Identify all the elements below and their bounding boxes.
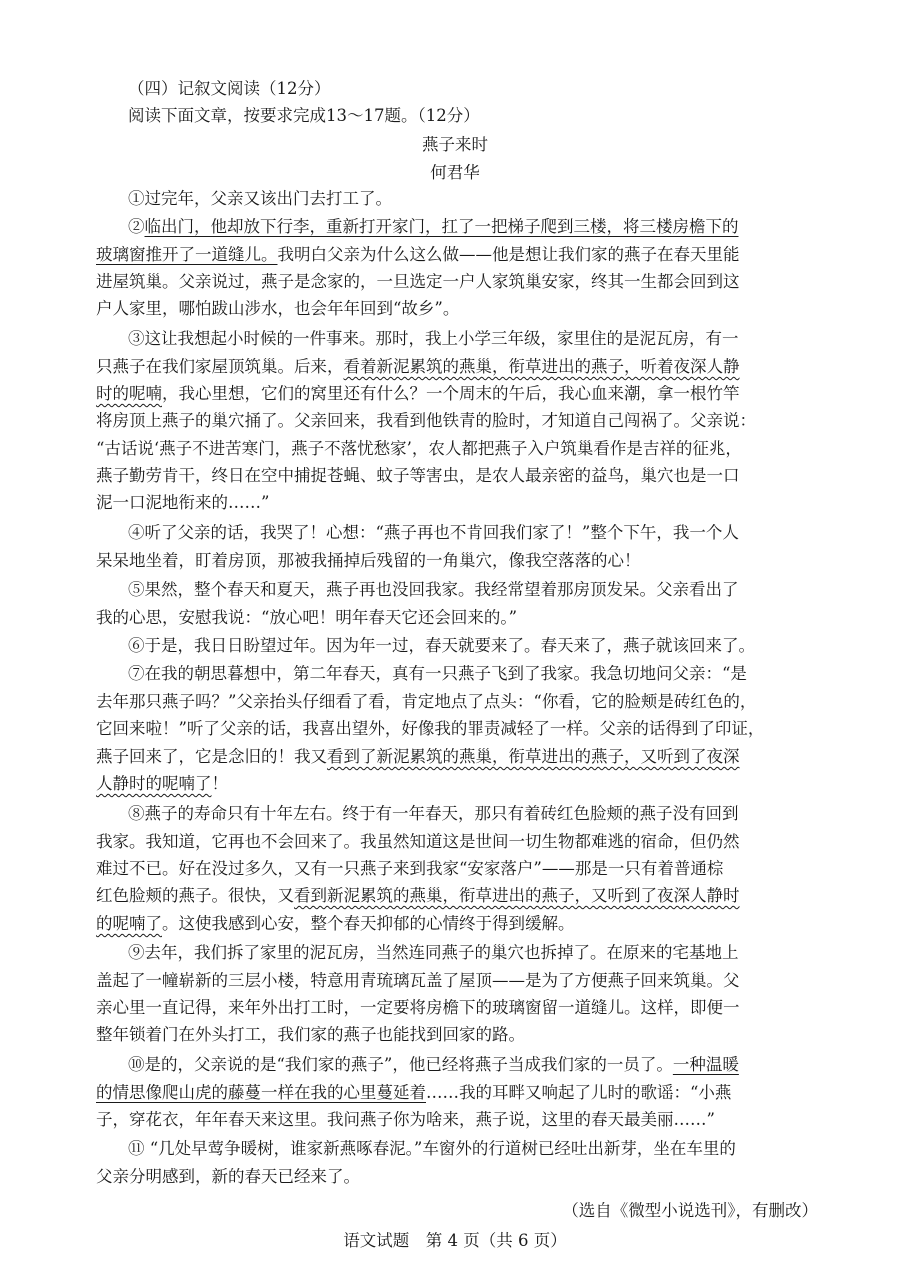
underlined-sentence-2: 临出门，他却放下行李，重新打开家门，扛了一把梯子爬到三楼，将三楼房檐下的 [144,217,739,236]
paragraph-4-line-2: 呆呆地坐着，盯着房顶，那被我捅掉后残留的一角巢穴，像我空落落的心！ [96,551,641,570]
paragraph-2-line-2: 玻璃窗推开了一道缝儿。我明白父亲为什么这么做——他是想让我们家的燕子在春天里能 [96,245,740,264]
paragraph-11-line-2: 父亲分明感到，新的春天已经来了。 [96,1167,360,1186]
section-heading: （四）记叙文阅读（12分） [128,79,331,98]
article-author: 何君华 [430,163,480,182]
paragraph-3-line-3: 时的呢喃，我心里想，它们的窝里还有什么？一个周末的午后，我心血来潮，拿一根竹竿 [96,384,740,403]
paragraph-6: ⑥于是，我日日盼望过年。因为年一过，春天就要来了。春天来了，燕子就该回来了。 [128,636,755,655]
wavy-phrase-7-cont: 人静时的呢喃了 [96,774,212,793]
paragraph-2-line-4: 户人家里，哪怕跋山涉水，也会年年回到“故乡”。 [96,299,460,318]
wavy-phrase-3-cont: 时的呢喃 [96,384,162,403]
paragraph-4-line-1: ④听了父亲的话，我哭了！心想：“燕子再也不肯回我们家了！”整个下午，我一个人 [128,523,739,542]
paragraph-7-line-3: 它回来啦！”听了父亲的话，我喜出望外，好像我的罪责减轻了一样。父亲的话得到了印证， [96,719,765,738]
paragraph-8-line-5: 的呢喃了。这使我感到心安，整个春天抑郁的心情终于得到缓解。 [96,914,575,933]
wavy-phrase-7: 看到了新泥累筑的燕巢，衔草进出的燕子，又听到了夜深 [327,747,740,766]
paragraph-5-line-2: 我的心思，安慰我说：“放心吧！明年春天它还会回来的。” [96,608,518,627]
paragraph-9-line-1: ⑨去年，我们拆了家里的泥瓦房，当然连同燕子的巢穴也拆掉了。在原来的宅基地上 [128,943,739,962]
underlined-sentence-10-cont: 的情思像爬山虎的藤蔓一样在我的心里蔓延着 [96,1083,426,1102]
underlined-sentence-10: 一种温暖 [672,1055,739,1074]
paragraph-7-line-4: 燕子回来了，它是念旧的！我又看到了新泥累筑的燕巢，衔草进出的燕子，又听到了夜深 [96,747,740,766]
paragraph-10-line-2: 的情思像爬山虎的藤蔓一样在我的心里蔓延着……我的耳畔又响起了儿时的歌谣：“小燕 [96,1083,732,1102]
paragraph-2-line-1: ②临出门，他却放下行李，重新打开家门，扛了一把梯子爬到三楼，将三楼房檐下的 [128,217,739,236]
article-title: 燕子来时 [422,135,488,154]
paragraph-3-line-5: “古话说‘燕子不进苦寒门，燕子不落忧愁家’，农人都把燕子入户筑巢看作是吉祥的征兆， [96,439,742,458]
paragraph-8-line-2: 我家。我知道，它再也不会回来了。我虽然知道这是世间一切生物都难逃的宿命，但仍然 [96,832,740,851]
page-footer: 语文试题 第 4 页（共 6 页） [343,1231,567,1250]
paragraph-9-line-4: 整年锁着门在外头打工，我们家的燕子也能找到回家的路。 [96,1025,525,1044]
paragraph-9-line-2: 盖起了一幢崭新的三层小楼，特意用青琉璃瓦盖了屋顶——是为了方便燕子回来筑巢。父 [96,971,740,990]
paragraph-7-line-5: 人静时的呢喃了！ [96,774,228,793]
paragraph-3-line-6: 燕子勤劳肯干，终日在空中捕捉苍蝇、蚊子等害虫，是农人最亲密的益鸟，巢穴也是一口 [96,466,740,485]
wavy-phrase-8-cont: 的呢喃了 [96,914,162,933]
wavy-phrase-8: 看到新泥累筑的燕巢，衔草进出的燕子，又听到了夜深人静时 [294,886,740,905]
paragraph-8-line-3: 难过不已。好在没过多久，又有一只燕子来到我家“安家落户”——那是一只有着普通棕 [96,859,724,878]
paragraph-10-line-1: ⑩是的，父亲说的是“我们家的燕子”，他已经将燕子当成我们家的一员了。一种温暖 [128,1055,739,1074]
paragraph-7-line-1: ⑦在我的朝思暮想中，第二年春天，真有一只燕子飞到了我家。我急切地问父亲：“是 [128,664,747,683]
article-source: （选自《微型小说选刊》，有删改） [562,1201,818,1220]
paragraph-7-line-2: 去年那只燕子吗？”父亲抬头仔细看了看，肯定地点了点头：“你看，它的脸颊是砖红色的， [96,692,757,711]
paragraph-3-line-2: 只燕子在我们家屋顶筑巢。后来，看着新泥累筑的燕巢，衔草进出的燕子，听着夜深人静 [96,357,740,376]
wavy-phrase-3: 看着新泥累筑的燕巢，衔草进出的燕子，听着夜深人静 [343,357,740,376]
paragraph-3-line-1: ③这让我想起小时候的一件事来。那时，我上小学三年级，家里住的是泥瓦房，有一 [128,329,739,348]
paragraph-9-line-3: 亲心里一直记得，来年外出打工时，一定要将房檐下的玻璃窗留一道缝儿。这样，即便一 [96,998,740,1017]
paragraph-8-line-4: 红色脸颊的燕子。很快，又看到新泥累筑的燕巢，衔草进出的燕子，又听到了夜深人静时 [96,886,740,905]
instruction: 阅读下面文章，按要求完成13～17题。（12分） [128,106,480,125]
paragraph-1: ①过完年，父亲又该出门去打工了。 [128,189,392,208]
paragraph-3-line-7: 泥一口泥地衔来的……” [96,493,270,512]
paragraph-5-line-1: ⑤果然，整个春天和夏天，燕子再也没回我家。我经常望着那房顶发呆。父亲看出了 [128,580,739,599]
paragraph-10-line-3: 子，穿花衣，年年春天来这里。我问燕子你为啥来，燕子说，这里的春天最美丽……” [96,1110,715,1129]
paragraph-3-line-4: 将房顶上燕子的巢穴捅了。父亲回来，我看到他铁青的脸时，才知道自己闯祸了。父亲说： [96,411,756,430]
paragraph-8-line-1: ⑧燕子的寿命只有十年左右。终于有一年春天，那只有着砖红色脸颊的燕子没有回到 [128,804,739,823]
paragraph-11-line-1: ⑪ “几处早莺争暖树，谁家新燕啄春泥。”车窗外的行道树已经吐出新芽，坐在车里的 [128,1139,736,1158]
underlined-sentence-2-cont: 玻璃窗推开了一道缝儿。 [96,245,278,264]
paragraph-2-line-3: 进屋筑巢。父亲说过，燕子是念家的，一旦选定一户人家筑巢安家，终其一生都会回到这 [96,272,740,291]
